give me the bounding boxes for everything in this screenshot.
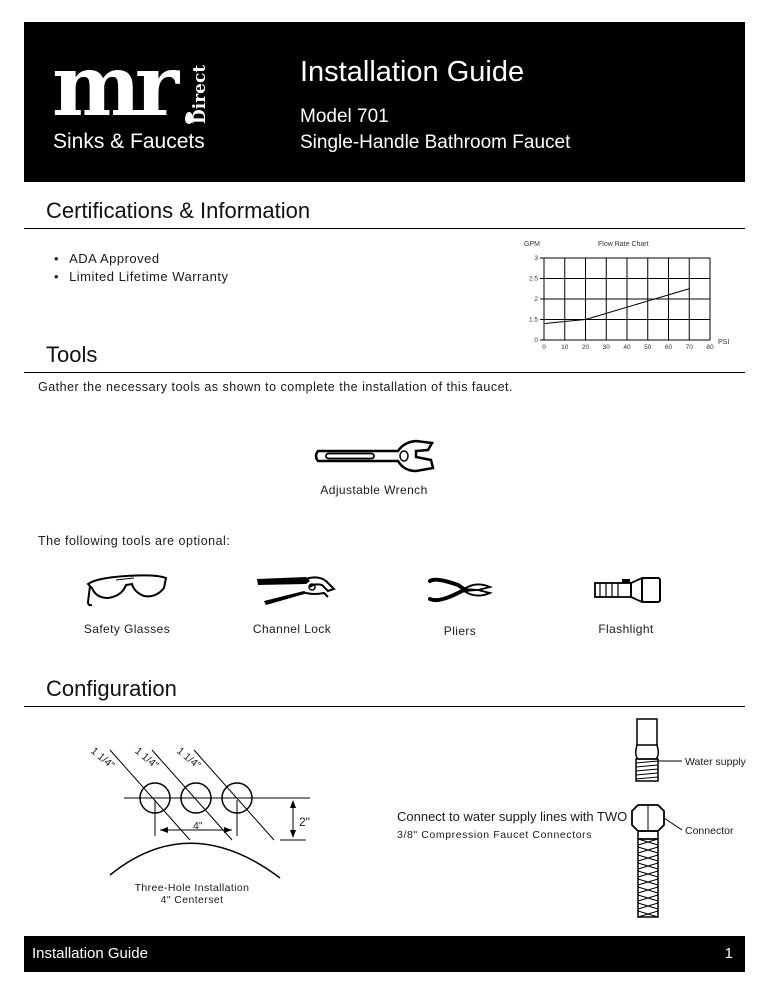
glasses-icon — [86, 572, 168, 608]
chart-series-line — [544, 289, 689, 324]
chart-y-tick-label: 2.5 — [528, 275, 538, 283]
brand-logo: mr — [52, 36, 174, 135]
flashlight-icon — [592, 575, 664, 605]
hole-dimension-label: 1 1/4" — [88, 745, 117, 772]
pliers-label: Pliers — [443, 624, 477, 638]
chart-x-tick-label: 70 — [685, 344, 693, 351]
header-banner — [24, 22, 745, 182]
pliers-icon — [428, 575, 494, 605]
height-label: 2" — [299, 815, 310, 829]
brand-tagline: Sinks & Faucets — [53, 130, 205, 153]
channel-lock-label: Channel Lock — [252, 622, 332, 636]
chart-y-axis-label: GPM — [524, 241, 540, 248]
water-supply-connector-illustration — [624, 715, 694, 920]
chart-y-tick-label: 0 — [534, 337, 538, 344]
diagram-caption — [122, 882, 262, 906]
chart-x-tick-label: 40 — [623, 344, 631, 351]
footer-title: Installation Guide — [32, 945, 148, 962]
product-description: Single-Handle Bathroom Faucet — [300, 132, 571, 153]
channel-lock-icon — [254, 573, 336, 607]
chart-x-tick-label: 50 — [644, 344, 652, 351]
spacing-label: 4" — [193, 820, 203, 832]
chart-x-tick-label: 10 — [561, 344, 569, 351]
certifications-heading: Certifications & Information — [46, 198, 311, 223]
footer-bar — [24, 936, 745, 972]
tools-intro: Gather the necessary tools as shown to complete the installation of this faucet. — [38, 380, 513, 394]
hole-dimension-label: 1 1/4" — [132, 745, 161, 772]
chart-title: Flow Rate Chart — [598, 241, 649, 248]
wrench-icon — [312, 438, 436, 476]
page-number: 1 — [724, 945, 733, 962]
hole-dimension-label: 1 1/4" — [174, 745, 203, 772]
list-item: • ADA Approved — [54, 251, 228, 266]
chart-x-tick-label: 0 — [542, 344, 546, 351]
certifications-list — [54, 251, 228, 287]
section-divider — [24, 228, 745, 229]
flashlight-label: Flashlight — [598, 622, 654, 636]
flow-rate-chart — [510, 236, 740, 352]
caption-line: 4" Centerset — [160, 894, 224, 906]
optional-tools-intro: The following tools are optional: — [38, 534, 231, 548]
model-number: Model 701 — [300, 106, 389, 127]
brand-logo-sub: Direct — [190, 64, 210, 124]
chart-y-tick-label: 3 — [534, 255, 538, 262]
caption-line: Three-Hole Installation — [134, 882, 250, 894]
section-divider — [24, 706, 745, 707]
chart-x-tick-label: 60 — [664, 344, 673, 351]
three-hole-diagram — [80, 730, 340, 880]
page-title: Installation Guide — [300, 56, 525, 88]
wrench-label: Adjustable Wrench — [320, 483, 428, 497]
connector-spec: 3/8" Compression Faucet Connectors — [397, 829, 593, 841]
glasses-label: Safety Glasses — [83, 622, 171, 636]
tools-heading: Tools — [46, 342, 98, 367]
water-supply-label: Water supply — [685, 756, 746, 768]
connector-label: Connector — [685, 825, 734, 837]
chart-x-axis-label: PSI — [718, 339, 730, 346]
connect-instruction: Connect to water supply lines with TWO — [397, 809, 628, 824]
chart-y-tick-label: 2 — [534, 296, 538, 303]
configuration-heading: Configuration — [46, 676, 177, 701]
chart-y-tick-label: 1.5 — [528, 316, 538, 324]
chart-x-tick-label: 20 — [581, 344, 590, 351]
section-divider — [24, 372, 745, 373]
chart-x-tick-label: 30 — [602, 344, 610, 351]
list-item: • Limited Lifetime Warranty — [54, 269, 228, 284]
chart-x-tick-label: 80 — [706, 344, 714, 351]
